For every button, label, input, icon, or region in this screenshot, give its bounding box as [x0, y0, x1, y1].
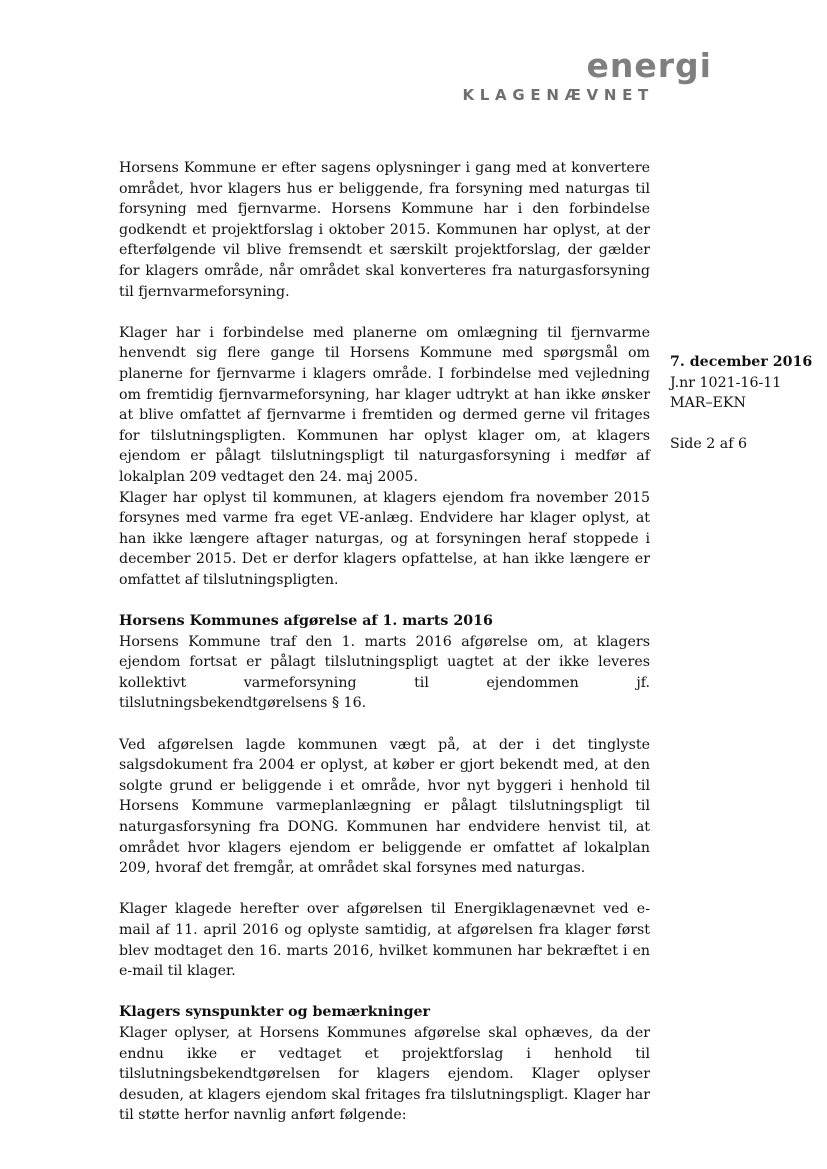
paragraph-inquiry: Klager har i forbindelse med planerne om omlægning til fjernvarme henvendt sig flere gange til Horsens Kommune med spørgsmål om planerne for fjernvarme i klagers område. I forbindelse med vejledning om fremtidig fjernvarmeforsyning, har klager udtrykt at han ikke ønsker at blive omfattet af fjernvarme i fremtiden og dermed gerne vil fritages for tilslutningspligten. Kommunen har oplyst klager om, at klagers ejendom er pålagt tilslutningspligt til naturgasforsyning i medfør af lokalplan 209 vedtaget den 24. maj 2005. [119, 324, 650, 485]
document-date: 7. december 2016 [670, 354, 813, 370]
page-number: Side 2 af 6 [670, 436, 748, 453]
case-initials: MAR–EKN [670, 395, 746, 412]
journal-number: J.nr 1021-16-11 [670, 374, 782, 391]
paragraph-decision: Horsens Kommune traf den 1. marts 2016 afgørelse om, at klagers ejendom fortsat er pålagt tilslutningspligt uagtet at der ikke leveres kollektivt varmeforsyning til ejendommen jf. tilslutningsbekendtgørelsens § 16. [119, 633, 650, 712]
sidebar-spacer [670, 414, 812, 435]
logo-word: energi [586, 46, 712, 85]
document-body [119, 158, 650, 1126]
paragraph-complainant-views: Klager oplyser, at Horsens Kommunes afgørelse skal ophæves, da der endnu ikke er vedtaget et projektforslag i henhold til tilslutningsbekendtgørelsen for klagers ejendom. Klager oplyser desuden, at klagers ejendom skal fritages fra tilslutningspligt. Klager har til støtte herfor navnlig anført følgende: [119, 1024, 650, 1124]
paragraph-decision-reasoning: Ved afgørelsen lagde kommunen vægt på, at der i det tinglyste salgsdokument fra 2004 er oplyst, at køber er gjort bekendt med, at den solgte grund er beliggende i et område, hvor nyt byggeri i henhold til Horsens Kommune varmeplanlægning er pålagt tilslutningspligt til naturgasforsyning fra DONG. Kommunen har endvidere henvist til, at området hvor klagers ejendom er beliggende er omfattet af lokalplan 209, hvoraf det fremgår, at området skal forsynes med naturgas. [119, 736, 650, 877]
document-sidebar [670, 352, 812, 455]
paragraph-conversion: Horsens Kommune er efter sagens oplysninger i gang med at konvertere området, hvor klagers hus er beliggende, fra forsyning med naturgas til forsyning med fjernvarme. Horsens Kommune har i den forbindelse godkendt et projektforslag i oktober 2015. Kommunen har oplyst, at der efterfølgende vil blive fremsendt et særskilt projektforslag, der gælder for klagers område, når området skal konverteres fra naturgasforsyning til fjernvarmeforsyning. [119, 160, 650, 300]
energiklagenaevnet-logo [450, 48, 712, 108]
paragraph-ve-plant: Klager har oplyst til kommunen, at klagers ejendom fra november 2015 forsynes med varme fra eget VE-anlæg. Endvidere har klager oplyst, at han ikke længere aftager naturgas, og at forsyningen heraf stoppede i december 2015. Det er derfor klagers opfattelse, at han ikke længere er omfattet af tilslutningspligten. [119, 489, 650, 588]
paragraph-complaint: Klager klagede herefter over afgørelsen til Energiklagenævnet ved e-mail af 11. april 2016 og oplyste samtidig, at afgørelsen fra klager først blev modtaget den 16. marts 2016, hvilket kommunen har bekræftet i en e-mail til klager. [119, 901, 650, 980]
logo-subtitle: KLAGENÆVNET [462, 86, 654, 104]
section-heading-complainant-views: Klagers synspunkter og bemærkninger [119, 1004, 431, 1021]
section-heading-decision: Horsens Kommunes afgørelse af 1. marts 2016 [119, 613, 493, 630]
